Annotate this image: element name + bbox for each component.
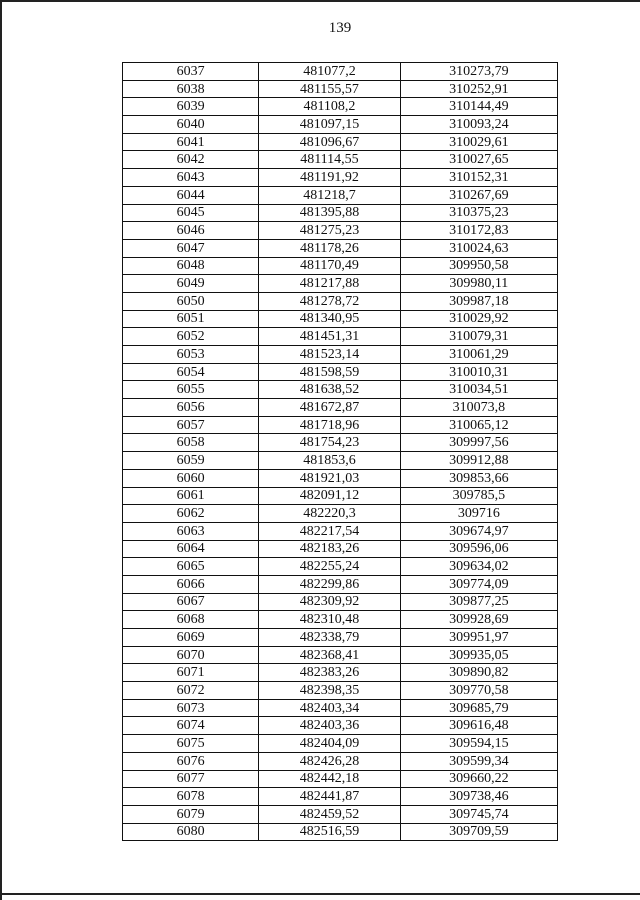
y-coordinate-cell: 310029,92	[400, 310, 557, 328]
point-number-cell: 6061	[123, 487, 259, 505]
point-number-cell: 6058	[123, 434, 259, 452]
table-row	[123, 593, 558, 611]
point-number-cell: 6075	[123, 735, 259, 753]
y-coordinate-cell: 309599,34	[400, 752, 557, 770]
point-number-cell: 6057	[123, 416, 259, 434]
point-number-cell: 6054	[123, 363, 259, 381]
table-row	[123, 257, 558, 275]
x-coordinate-cell: 482442,18	[259, 770, 400, 788]
point-number-cell: 6045	[123, 204, 259, 222]
table-row	[123, 239, 558, 257]
y-coordinate-cell: 309709,59	[400, 823, 557, 841]
point-number-cell: 6056	[123, 399, 259, 417]
table-row	[123, 98, 558, 116]
table-row	[123, 328, 558, 346]
y-coordinate-cell: 310073,8	[400, 399, 557, 417]
table-row	[123, 558, 558, 576]
y-coordinate-cell: 309950,58	[400, 257, 557, 275]
x-coordinate-cell: 481754,23	[259, 434, 400, 452]
y-coordinate-cell: 309685,79	[400, 699, 557, 717]
y-coordinate-cell: 309877,25	[400, 593, 557, 611]
x-coordinate-cell: 481921,03	[259, 469, 400, 487]
point-number-cell: 6050	[123, 292, 259, 310]
table-row	[123, 540, 558, 558]
table-row	[123, 63, 558, 81]
point-number-cell: 6047	[123, 239, 259, 257]
table-row	[123, 363, 558, 381]
y-coordinate-cell: 309774,09	[400, 575, 557, 593]
point-number-cell: 6051	[123, 310, 259, 328]
point-number-cell: 6042	[123, 151, 259, 169]
point-number-cell: 6072	[123, 682, 259, 700]
y-coordinate-cell: 310267,69	[400, 186, 557, 204]
y-coordinate-cell: 309935,05	[400, 646, 557, 664]
page-edge-left	[0, 0, 2, 900]
y-coordinate-cell: 310093,24	[400, 116, 557, 134]
y-coordinate-cell: 309853,66	[400, 469, 557, 487]
y-coordinate-cell: 309596,06	[400, 540, 557, 558]
table-row	[123, 310, 558, 328]
y-coordinate-cell: 309674,97	[400, 522, 557, 540]
x-coordinate-cell: 482403,36	[259, 717, 400, 735]
y-coordinate-cell: 309980,11	[400, 275, 557, 293]
y-coordinate-cell: 309738,46	[400, 788, 557, 806]
x-coordinate-cell: 481217,88	[259, 275, 400, 293]
x-coordinate-cell: 482398,35	[259, 682, 400, 700]
y-coordinate-cell: 310024,63	[400, 239, 557, 257]
table-row	[123, 805, 558, 823]
point-number-cell: 6041	[123, 133, 259, 151]
table-row	[123, 452, 558, 470]
point-number-cell: 6071	[123, 664, 259, 682]
point-number-cell: 6070	[123, 646, 259, 664]
point-number-cell: 6079	[123, 805, 259, 823]
point-number-cell: 6074	[123, 717, 259, 735]
y-coordinate-cell: 310029,61	[400, 133, 557, 151]
table-row	[123, 487, 558, 505]
y-coordinate-cell: 309770,58	[400, 682, 557, 700]
y-coordinate-cell: 310273,79	[400, 63, 557, 81]
table-row	[123, 823, 558, 841]
table-row	[123, 381, 558, 399]
point-number-cell: 6065	[123, 558, 259, 576]
point-number-cell: 6052	[123, 328, 259, 346]
page-number: 139	[328, 20, 352, 36]
y-coordinate-cell: 309785,5	[400, 487, 557, 505]
table-row	[123, 575, 558, 593]
table-row	[123, 611, 558, 629]
y-coordinate-cell: 309890,82	[400, 664, 557, 682]
x-coordinate-cell: 481108,2	[259, 98, 400, 116]
x-coordinate-cell: 482217,54	[259, 522, 400, 540]
x-coordinate-cell: 482404,09	[259, 735, 400, 753]
point-number-cell: 6062	[123, 505, 259, 523]
point-number-cell: 6078	[123, 788, 259, 806]
table-row	[123, 186, 558, 204]
point-number-cell: 6043	[123, 169, 259, 187]
table-row	[123, 133, 558, 151]
coordinates-table-body	[123, 63, 558, 841]
y-coordinate-cell: 309997,56	[400, 434, 557, 452]
x-coordinate-cell: 482183,26	[259, 540, 400, 558]
table-row	[123, 204, 558, 222]
table-row	[123, 434, 558, 452]
x-coordinate-cell: 482338,79	[259, 629, 400, 647]
y-coordinate-cell: 310144,49	[400, 98, 557, 116]
table-row	[123, 116, 558, 134]
table-row	[123, 682, 558, 700]
point-number-cell: 6069	[123, 629, 259, 647]
x-coordinate-cell: 481340,95	[259, 310, 400, 328]
table-row	[123, 735, 558, 753]
y-coordinate-cell: 310034,51	[400, 381, 557, 399]
table-row	[123, 646, 558, 664]
x-coordinate-cell: 482516,59	[259, 823, 400, 841]
x-coordinate-cell: 481275,23	[259, 222, 400, 240]
table-row	[123, 752, 558, 770]
x-coordinate-cell: 481191,92	[259, 169, 400, 187]
point-number-cell: 6077	[123, 770, 259, 788]
table-row	[123, 629, 558, 647]
y-coordinate-cell: 309634,02	[400, 558, 557, 576]
y-coordinate-cell: 310010,31	[400, 363, 557, 381]
x-coordinate-cell: 481096,67	[259, 133, 400, 151]
x-coordinate-cell: 482299,86	[259, 575, 400, 593]
x-coordinate-cell: 482255,24	[259, 558, 400, 576]
table-row	[123, 399, 558, 417]
x-coordinate-cell: 482220,3	[259, 505, 400, 523]
x-coordinate-cell: 481598,59	[259, 363, 400, 381]
table-row	[123, 788, 558, 806]
point-number-cell: 6073	[123, 699, 259, 717]
table-row	[123, 664, 558, 682]
x-coordinate-cell: 481278,72	[259, 292, 400, 310]
y-coordinate-cell: 309594,15	[400, 735, 557, 753]
point-number-cell: 6040	[123, 116, 259, 134]
x-coordinate-cell: 481114,55	[259, 151, 400, 169]
point-number-cell: 6044	[123, 186, 259, 204]
y-coordinate-cell: 309660,22	[400, 770, 557, 788]
x-coordinate-cell: 481178,26	[259, 239, 400, 257]
x-coordinate-cell: 482459,52	[259, 805, 400, 823]
x-coordinate-cell: 482368,41	[259, 646, 400, 664]
table-row	[123, 346, 558, 364]
point-number-cell: 6076	[123, 752, 259, 770]
x-coordinate-cell: 481718,96	[259, 416, 400, 434]
x-coordinate-cell: 481523,14	[259, 346, 400, 364]
y-coordinate-cell: 309912,88	[400, 452, 557, 470]
y-coordinate-cell: 309928,69	[400, 611, 557, 629]
y-coordinate-cell: 310027,65	[400, 151, 557, 169]
x-coordinate-cell: 481077,2	[259, 63, 400, 81]
table-row	[123, 169, 558, 187]
x-coordinate-cell: 481638,52	[259, 381, 400, 399]
y-coordinate-cell: 310065,12	[400, 416, 557, 434]
y-coordinate-cell: 309951,97	[400, 629, 557, 647]
table-row	[123, 505, 558, 523]
x-coordinate-cell: 482383,26	[259, 664, 400, 682]
page-edge-bottom	[0, 893, 640, 895]
y-coordinate-cell: 310079,31	[400, 328, 557, 346]
point-number-cell: 6068	[123, 611, 259, 629]
point-number-cell: 6053	[123, 346, 259, 364]
x-coordinate-cell: 482310,48	[259, 611, 400, 629]
point-number-cell: 6067	[123, 593, 259, 611]
x-coordinate-cell: 482426,28	[259, 752, 400, 770]
point-number-cell: 6037	[123, 63, 259, 81]
y-coordinate-cell: 309616,48	[400, 717, 557, 735]
table-row	[123, 416, 558, 434]
x-coordinate-cell: 482091,12	[259, 487, 400, 505]
x-coordinate-cell: 481395,88	[259, 204, 400, 222]
point-number-cell: 6080	[123, 823, 259, 841]
point-number-cell: 6059	[123, 452, 259, 470]
y-coordinate-cell: 310172,83	[400, 222, 557, 240]
point-number-cell: 6049	[123, 275, 259, 293]
x-coordinate-cell: 481170,49	[259, 257, 400, 275]
point-number-cell: 6060	[123, 469, 259, 487]
table-row	[123, 151, 558, 169]
coordinates-table	[122, 62, 558, 841]
table-row	[123, 469, 558, 487]
x-coordinate-cell: 482441,87	[259, 788, 400, 806]
y-coordinate-cell: 309716	[400, 505, 557, 523]
y-coordinate-cell: 310061,29	[400, 346, 557, 364]
table-row	[123, 717, 558, 735]
x-coordinate-cell: 481097,15	[259, 116, 400, 134]
table-row	[123, 292, 558, 310]
point-number-cell: 6063	[123, 522, 259, 540]
point-number-cell: 6048	[123, 257, 259, 275]
x-coordinate-cell: 482309,92	[259, 593, 400, 611]
table-row	[123, 699, 558, 717]
point-number-cell: 6038	[123, 80, 259, 98]
point-number-cell: 6046	[123, 222, 259, 240]
point-number-cell: 6039	[123, 98, 259, 116]
x-coordinate-cell: 481155,57	[259, 80, 400, 98]
page-edge-top	[0, 0, 640, 2]
point-number-cell: 6055	[123, 381, 259, 399]
y-coordinate-cell: 309745,74	[400, 805, 557, 823]
point-number-cell: 6064	[123, 540, 259, 558]
y-coordinate-cell: 309987,18	[400, 292, 557, 310]
table-row	[123, 222, 558, 240]
table-row	[123, 275, 558, 293]
y-coordinate-cell: 310252,91	[400, 80, 557, 98]
table-row	[123, 770, 558, 788]
point-number-cell: 6066	[123, 575, 259, 593]
x-coordinate-cell: 481451,31	[259, 328, 400, 346]
table-row	[123, 80, 558, 98]
x-coordinate-cell: 482403,34	[259, 699, 400, 717]
table-row	[123, 522, 558, 540]
y-coordinate-cell: 310152,31	[400, 169, 557, 187]
x-coordinate-cell: 481672,87	[259, 399, 400, 417]
y-coordinate-cell: 310375,23	[400, 204, 557, 222]
x-coordinate-cell: 481218,7	[259, 186, 400, 204]
x-coordinate-cell: 481853,6	[259, 452, 400, 470]
